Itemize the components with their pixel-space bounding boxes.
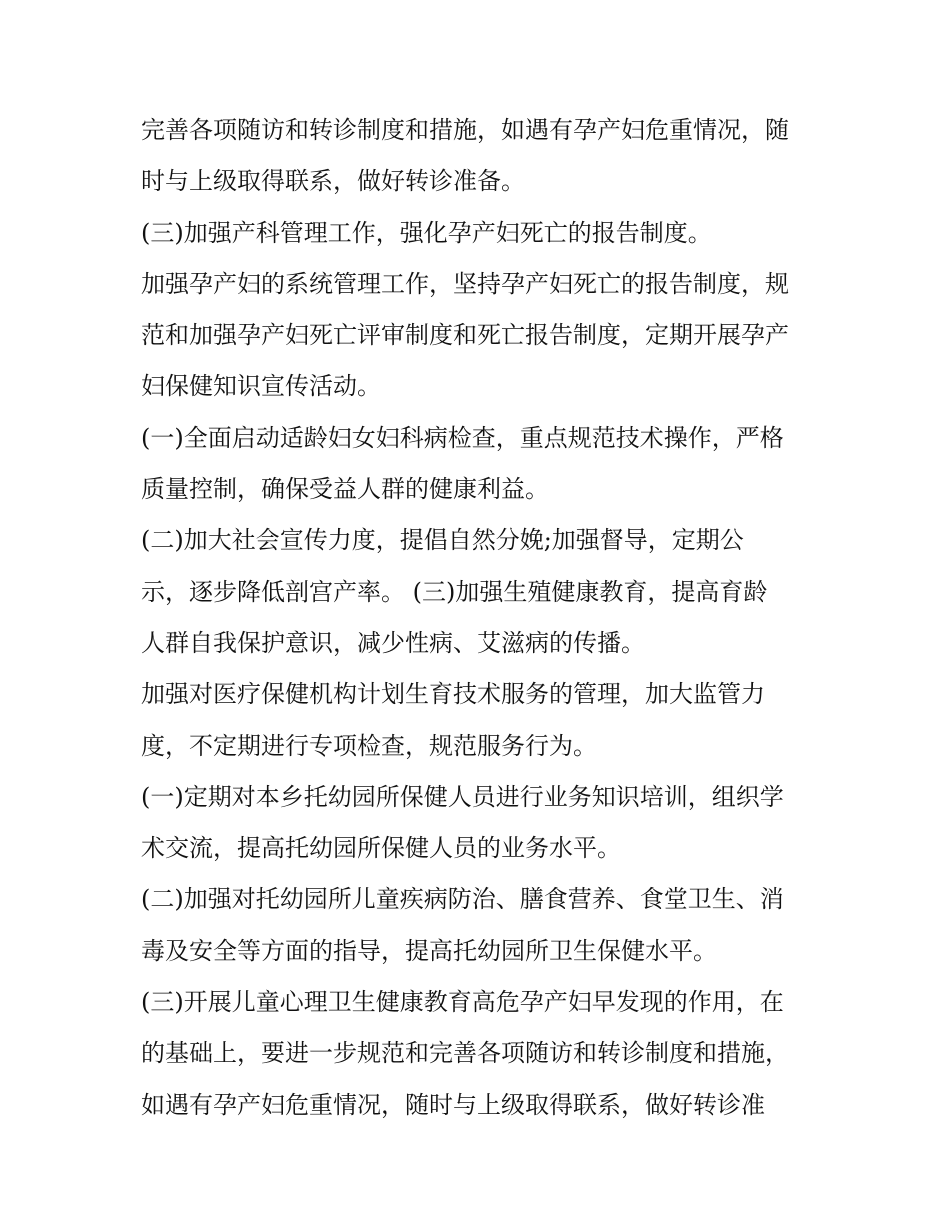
text-line: 加强对医疗保健机构计划生育技术服务的管理，加大监管力 [141, 680, 765, 709]
document-body [141, 105, 831, 1131]
text-line: 妇保健知识宣传活动。 [141, 372, 381, 401]
text-line: 范和加强孕产妇死亡评审制度和死亡报告制度，定期开展孕产 [141, 321, 789, 350]
text-line: 人群自我保护意识，减少性病、艾滋病的传播。 [141, 628, 645, 657]
list-item: (二)加大社会宣传力度，提倡自然分娩;加强督导，定期公 [141, 526, 744, 555]
text-line: 完善各项随访和转诊制度和措施，如遇有孕产妇危重情况，随 [141, 116, 789, 144]
text-line: 的基础上，要进一步规范和完善各项随访和转诊制度和措施， [141, 1039, 789, 1068]
section-heading: (三)加强产科管理工作，强化孕产妇死亡的报告制度。 [141, 218, 712, 247]
text-line: 术交流，提高托幼园所保健人员的业务水平。 [141, 834, 621, 863]
text-line: 如遇有孕产妇危重情况，随时与上级取得联系，做好转诊准 [141, 1090, 765, 1119]
list-item: (二)加强对托幼园所儿童疾病防治、膳食营养、食堂卫生、消 [141, 885, 784, 914]
text-line: 质量控制，确保受益人群的健康利益。 [141, 475, 549, 504]
text-line: 时与上级取得联系，做好转诊准备。 [141, 167, 525, 196]
text-line: 毒及安全等方面的指导，提高托幼园所卫生保健水平。 [141, 936, 717, 965]
list-item: (三)开展儿童心理卫生健康教育高危孕产妇早发现的作用，在 [141, 988, 784, 1017]
list-item: (一)定期对本乡托幼园所保健人员进行业务知识培训，组织学 [141, 782, 784, 811]
text-line: 度，不定期进行专项检查，规范服务行为。 [141, 731, 597, 760]
text-line: 加强孕产妇的系统管理工作，坚持孕产妇死亡的报告制度，规 [141, 269, 789, 298]
text-line: 示，逐步降低剖宫产率。 (三)加强生殖健康教育，提高育龄 [141, 577, 768, 606]
list-item: (一)全面启动适龄妇女妇科病检查，重点规范技术操作，严格 [141, 423, 784, 452]
